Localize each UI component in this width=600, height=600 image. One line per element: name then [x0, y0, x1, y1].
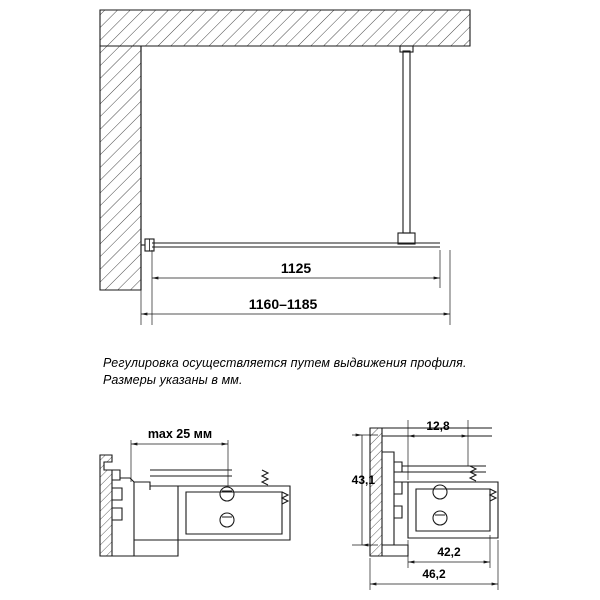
dim-label-43-1: 43,1	[351, 473, 375, 487]
dim-label-12-8: 12,8	[426, 419, 450, 433]
wall-hatched-region	[100, 10, 470, 290]
dim-label-1125: 1125	[280, 260, 312, 276]
dimension-width-inner	[408, 535, 490, 568]
dim-label-46-2: 46,2	[422, 567, 446, 581]
note-line-1: Регулировка осуществляется путем выдвижения профиля.	[103, 356, 467, 370]
dim-label-max-25: max 25 мм	[147, 427, 213, 441]
note-line-2: Размеры указаны в мм.	[103, 373, 243, 387]
support-bar	[398, 46, 415, 244]
dimension-width-outer	[370, 540, 498, 590]
glass-panel	[141, 239, 440, 251]
dim-label-42-2: 42,2	[437, 545, 461, 559]
dimension-total-range	[141, 296, 450, 314]
dimension-glass-length	[152, 260, 440, 278]
dim-label-1160-1185: 1160–1185	[248, 296, 318, 312]
profile-section-right	[370, 428, 498, 556]
adjustment-note	[103, 355, 523, 389]
dimension-max-adjust	[131, 427, 228, 486]
profile-section-left	[100, 455, 290, 556]
